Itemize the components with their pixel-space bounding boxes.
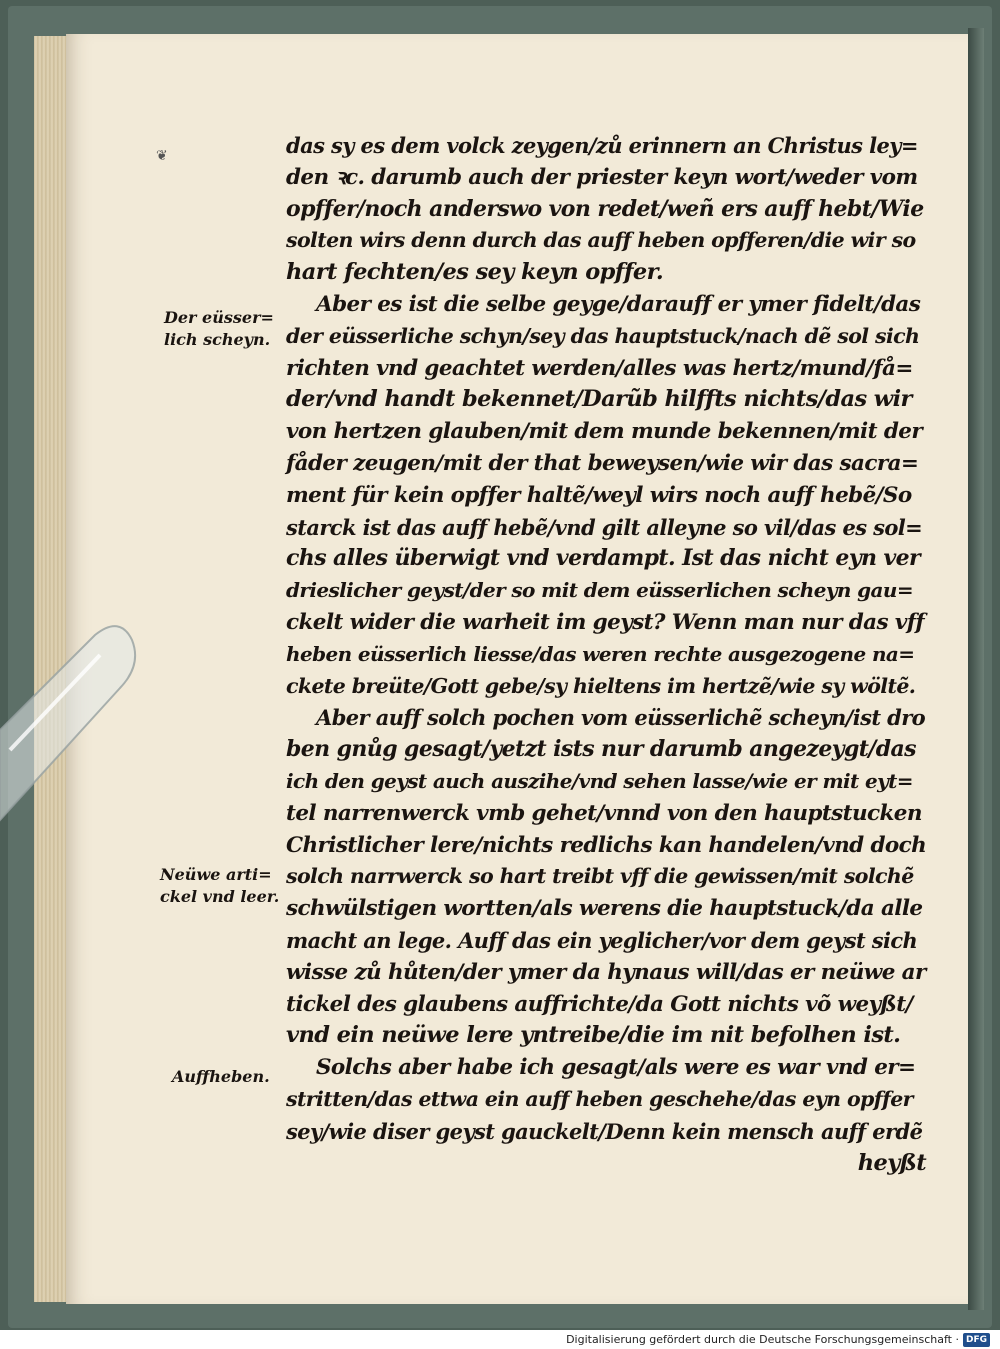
footer-text: Digitalisierung gefördert durch die Deutsche Forschungsgemeinschaft · (566, 1333, 959, 1346)
text-line: wisse zů hůten/der ymer da hynaus will/das er neüwe ar (286, 959, 926, 985)
text-line: drieslicher geyst/der so mit dem eüsserlichen scheyn gau= (286, 578, 914, 603)
margin-note-1-line-1: Der eüsser= (164, 308, 274, 327)
text-line: stritten/das ettwa ein auff heben geschehe/das eyn opffer (286, 1086, 913, 1111)
text-line: opffer/noch anderswo von redet/weñ ers auff hebt/Wie (286, 195, 924, 222)
text-line: solten wirs denn durch das auff heben opfferen/die wir so (286, 228, 916, 253)
text-line: macht an lege. Auff das ein yeglicher/vor dem geyst sich (286, 927, 918, 953)
text-line: Solchs aber habe ich gesagt/als were es war vnd er= (316, 1055, 916, 1081)
text-line: Aber auff solch pochen vom eüsserlichẽ scheyn/ist dro (316, 705, 926, 731)
text-line: richten vnd geachtet werden/alles was hertz/mund/få= (286, 355, 913, 381)
text-line: das sy es dem volck zeygen/zů erinnern an Christus ley= (286, 133, 918, 158)
text-line: ben gnůg gesagt/yetzt ists nur darumb angezeygt/das (286, 736, 916, 763)
text-line: ich den geyst auch auszihe/vnd sehen lasse/wie er mit eyt= (286, 768, 913, 793)
text-line: von hertzen glauben/mit dem munde bekennen/mit der (286, 419, 923, 445)
text-line: fåder zeugen/mit der that beweysen/wie wir das sacra= (286, 450, 919, 476)
text-line: vnd ein neüwe lere yntreibe/die im nit befolhen ist. (286, 1022, 901, 1049)
margin-note-1 (164, 307, 274, 351)
catchword: heyßt (857, 1149, 926, 1176)
text-line: schwülstigen wortten/als werens die hauptstuck/da alle (286, 896, 923, 922)
text-line: tel narrenwerck vmb gehet/vnnd von den hauptstucken (286, 800, 922, 826)
text-line: ment für kein opffer haltẽ/weyl wirs noch auff hebẽ/So (286, 482, 912, 508)
text-line: ckelt wider die warheit im geyst? Wenn man nur das vff (286, 609, 925, 635)
text-line: heben eüsserlich liesse/das weren rechte ausgezogene na= (286, 641, 915, 666)
text-line: solch narrwerck so hart treibt vff die gewissen/mit solchẽ (286, 864, 914, 889)
margin-note-1-line-2: lich scheyn. (164, 330, 271, 349)
dfg-logo: DFG (963, 1333, 990, 1347)
text-line: Christlicher lere/nichts redlichs kan handelen/vnd doch (286, 832, 927, 858)
main-text (286, 130, 926, 1179)
text-line: hart fechten/es sey keyn opffer. (286, 259, 664, 286)
margin-note-2-line-1: Neüwe arti= (160, 865, 272, 884)
margin-note-2-line-2: ckel vnd leer. (160, 887, 280, 906)
text-line: tickel des glaubens auffrichte/da Gott nichts võ weyßt/ (286, 991, 913, 1017)
margin-note-2 (160, 864, 279, 908)
text-line: chs alles überwigt vnd verdampt. Ist das nicht eyn ver (286, 545, 921, 572)
text-line: starck ist das auff hebẽ/vnd gilt alleyne so vil/das es sol= (286, 514, 923, 540)
margin-note-3-line-1: Auffheben. (172, 1067, 270, 1086)
text-line: ckete breüte/Gott gebe/sy hieltens im hertzẽ/wie sy wöltẽ. (286, 673, 916, 698)
text-line: Aber es ist die selbe geyge/darauff er ymer fidelt/das (316, 291, 921, 317)
text-line: den ꝛc. darumb auch der priester keyn wort/weder vom (286, 164, 918, 190)
text-line: sey/wie diser geyst gauckelt/Denn kein mensch auff erdẽ (286, 1118, 923, 1144)
text-line: der eüsserliche schyn/sey das hauptstuck/nach dẽ sol sich (286, 323, 920, 348)
text-line: der/vnd handt bekennet/Darũb hilffts nichts/das wir (286, 386, 912, 413)
margin-note-3 (172, 1066, 270, 1088)
digitization-footer (566, 1331, 990, 1349)
binding-edge (968, 28, 984, 1310)
ornament-mark: ❦ (156, 148, 168, 164)
